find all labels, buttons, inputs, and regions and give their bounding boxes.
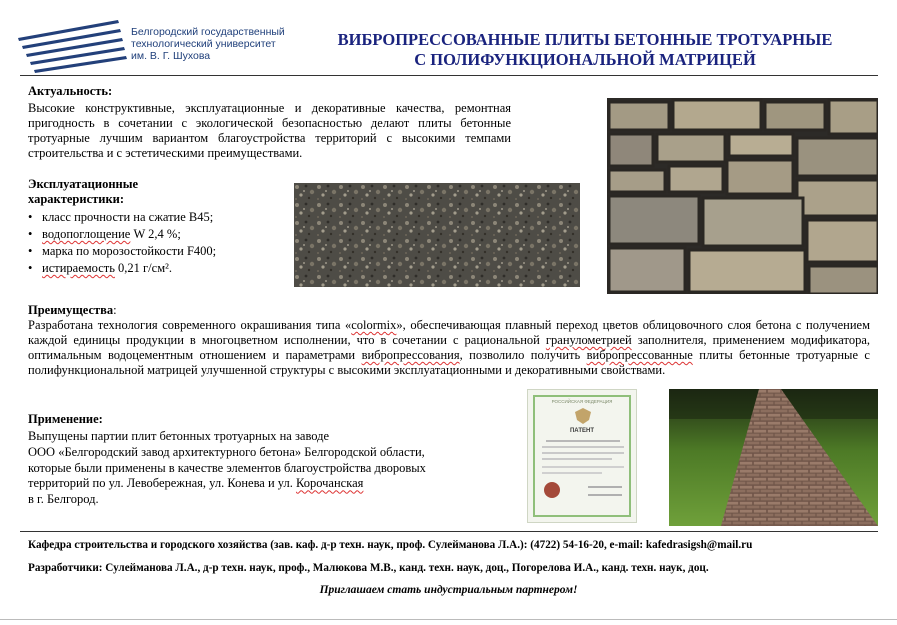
list-item: • истираемость 0,21 г/см². xyxy=(28,260,288,277)
patent-certificate: РОССИЙСКАЯ ФЕДЕРАЦИЯ ПАТЕНТ xyxy=(527,389,637,523)
page-title: ВИБРОПРЕССОВАННЫЕ ПЛИТЫ БЕТОННЫЕ ТРОТУАРНЫЕ С ПОЛИФУНКЦИОНАЛЬНОЙ МАТРИЦЕЙ xyxy=(337,30,833,69)
seal-icon xyxy=(544,482,560,498)
relevance-heading: Актуальность: xyxy=(28,84,113,98)
coat-of-arms-icon xyxy=(571,406,595,426)
advantages-heading: Преимущества xyxy=(28,303,114,317)
paving-slabs-photo xyxy=(607,98,878,294)
department-contacts: Кафедра строительства и городского хозяйства (зав. каф. д-р техн. наук, проф. Сулейманова Л.А.): (4722) 54-16-20, e-mail: kafedrasigsh@mail.ru xyxy=(28,539,753,551)
paving-path-photo xyxy=(669,389,878,526)
advantages-text: Разработана технология современного окрашивания типа «colormix», обеспечивающая плавный переход цветов облицовочного слоя бетона с получением каждой единицы продукции в многоцветном исполнении, что в сочетании с рациональной гранулометрией заполнителя, применением модификатора, оптимальным водоцементным отношением и параметрами вибропрессования, позволило получить вибропрессованные плиты бетонные тротуарные с полифункциональной матрицей улучшенной структуры с высокими эксплуатационными и декоративными свойствами. xyxy=(28,318,870,377)
relevance-text: Высокие конструктивные, эксплуатационные и декоративные качества, ремонтная пригодность в сочетании с экологической безопасностью делают плиты бетонные тротуарные лучшим вариантом благоустройства территорий с высокими темпами строительства и с эстетическими преимуществами. xyxy=(28,101,511,160)
header-divider xyxy=(20,75,878,76)
university-name: Белгородский государственный технологический университет им. В. Г. Шухова xyxy=(131,26,285,62)
application-heading: Применение: xyxy=(28,412,103,426)
characteristics-list xyxy=(28,209,288,277)
page-bottom-border xyxy=(0,619,897,620)
list-item: • марка по морозостойкости F400; xyxy=(28,243,288,260)
developers: Разработчики: Сулейманова Л.А., д-р техн. наук, проф., Малюкова М.В., канд. техн. наук, доц., Погорелова И.А., канд. техн. наук, доц. xyxy=(28,562,709,574)
concrete-texture-photo xyxy=(294,183,580,287)
partner-invitation: Приглашаем стать индустриальным партнером! xyxy=(319,584,578,596)
university-logo xyxy=(18,18,128,76)
list-item: • водопоглощение W 2,4 %; xyxy=(28,226,288,243)
application-text: Выпущены партии плит бетонных тротуарных на заводе ООО «Белгородский завод архитектурного бетона» Белгородской области, которые были применены в качестве элементов благоустройства дворовых территорий по ул. Левобережная, ул. Конева и ул. Корочанская в г. Белгород. xyxy=(28,429,426,507)
characteristics-heading: Эксплуатационные характеристики: xyxy=(28,177,139,206)
advantages-section: Преимущества: Разработана технология современного окрашивания типа «colormix», обеспечивающая плавный переход цветов облицовочного слоя бетона с получением каждой единицы продукции в многоцветном исполнении, что в сочетании с рациональной гранулометрией заполнителя, применением модификатора, оптимальным водоцементным отношением и параметрами вибропрессования, позволило получить вибропрессованные плиты бетонные тротуарные с полифункциональной матрицей улучшенной структуры с высокими эксплуатационными и декоративными свойствами. xyxy=(28,303,870,377)
footer-divider xyxy=(20,531,878,532)
list-item: • класс прочности на сжатие В45; xyxy=(28,209,288,226)
